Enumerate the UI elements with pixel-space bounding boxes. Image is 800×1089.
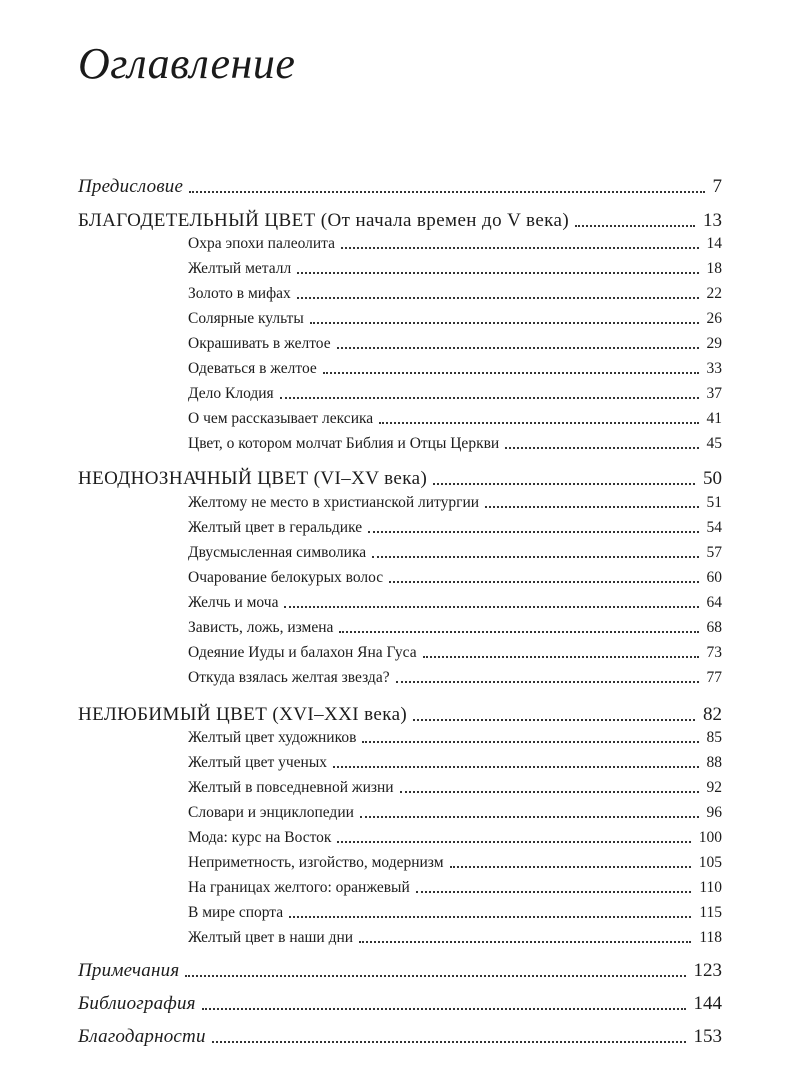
dot-leader	[575, 225, 695, 227]
toc-entry-label: Предисловие	[78, 176, 184, 197]
toc-page-number: 29	[706, 335, 722, 352]
toc-entry-label: Дело Клодия	[188, 385, 274, 402]
toc-subsection-entry	[188, 644, 722, 662]
toc-entry-label: Двусмысленная символика	[188, 544, 367, 561]
toc-subsection-entry	[188, 410, 722, 428]
toc-page-number: 60	[706, 569, 722, 586]
toc-page-number: 7	[712, 176, 722, 197]
toc-entry-label: В мире спорта	[188, 904, 284, 921]
toc-page-number: 22	[706, 285, 722, 302]
toc-subsection-entry	[188, 569, 722, 587]
dot-leader	[284, 606, 698, 608]
toc-page-number: 41	[706, 410, 722, 427]
toc-subsection-entry	[188, 385, 722, 403]
dot-leader	[389, 581, 698, 583]
toc-subsection-entry	[188, 879, 722, 897]
dot-leader	[339, 631, 698, 633]
toc-page-number: 115	[699, 904, 722, 921]
toc-entry-label: Желчь и моча	[188, 594, 279, 611]
toc-entry-label: Желтый цвет художников	[188, 729, 357, 746]
toc-page-number: 33	[706, 360, 722, 377]
toc-entry-label: На границах желтого: оранжевый	[188, 879, 410, 896]
toc-subsection-entry	[188, 310, 722, 328]
dot-leader	[396, 681, 699, 683]
dot-leader	[212, 1041, 686, 1043]
toc-subsection-entry	[188, 260, 722, 278]
toc-entry-label: Библиография	[78, 993, 196, 1014]
toc-entry-label: О чем рассказывает лексика	[188, 410, 374, 427]
dot-leader	[379, 422, 698, 424]
toc-page-number: 37	[706, 385, 722, 402]
dot-leader	[372, 556, 698, 558]
toc-page-number: 45	[706, 435, 722, 452]
toc-section-entry	[78, 704, 722, 726]
toc-subsection-entry	[188, 435, 722, 453]
toc-entry-label: Желтый цвет ученых	[188, 754, 328, 771]
toc-page-number: 118	[699, 929, 722, 946]
toc-entry-label: Откуда взялась желтая звезда?	[188, 669, 390, 686]
toc-page-number: 110	[699, 879, 722, 896]
toc-page-number: 105	[698, 854, 722, 871]
dot-leader	[362, 741, 698, 743]
toc-entry-label: НЕЛЮБИМЫЙ ЦВЕТ (XVI–XXI века)	[78, 704, 408, 725]
toc-entry-label: Очарование белокурых волос	[188, 569, 384, 586]
toc-section-entry	[78, 210, 722, 232]
toc-page-number: 68	[706, 619, 722, 636]
toc-section-entry	[78, 993, 722, 1015]
dot-leader	[202, 1008, 686, 1010]
toc-subsection-entry	[188, 829, 722, 847]
toc-entry-label: Золото в мифах	[188, 285, 291, 302]
dot-leader	[485, 506, 698, 508]
toc-section-entry	[78, 468, 722, 490]
toc-subsection-entry	[188, 519, 722, 537]
toc-entry-label: Зависть, ложь, измена	[188, 619, 334, 636]
toc-page-number: 54	[706, 519, 722, 536]
dot-leader	[359, 941, 691, 943]
toc-page-number: 144	[693, 993, 722, 1014]
dot-leader	[423, 656, 699, 658]
toc-subsection-entry	[188, 929, 722, 947]
toc-entry-label: Одеваться в желтое	[188, 360, 317, 377]
dot-leader	[416, 891, 692, 893]
dot-leader	[323, 372, 699, 374]
toc-subsection-entry	[188, 854, 722, 872]
dot-leader	[189, 191, 704, 193]
toc-entry-label: Желтый металл	[188, 260, 292, 277]
toc-subsection-entry	[188, 594, 722, 612]
toc-page-number: 73	[706, 644, 722, 661]
dot-leader	[368, 531, 698, 533]
dot-leader	[289, 916, 691, 918]
toc-entry-label: Желтый цвет в геральдике	[188, 519, 363, 536]
toc-entry-label: Словари и энциклопедии	[188, 804, 354, 821]
toc-page-number: 14	[706, 235, 722, 252]
dot-leader	[333, 766, 698, 768]
toc-page-number: 26	[706, 310, 722, 327]
dot-leader	[360, 816, 699, 818]
toc-subsection-entry	[188, 754, 722, 772]
toc-page-number: 100	[698, 829, 722, 846]
toc-subsection-entry	[188, 669, 722, 687]
toc-page-number: 64	[706, 594, 722, 611]
dot-leader	[310, 322, 699, 324]
toc-page-number: 18	[706, 260, 722, 277]
toc-entry-label: Желтый цвет в наши дни	[188, 929, 354, 946]
dot-leader	[297, 297, 699, 299]
toc-subsection-entry	[188, 335, 722, 353]
toc-page-number: 13	[703, 210, 722, 231]
toc-section-entry	[78, 1026, 722, 1048]
toc-entry-label: Одеяние Иуды и балахон Яна Гуса	[188, 644, 417, 661]
toc-subsection-entry	[188, 285, 722, 303]
toc-subsection-entry	[188, 544, 722, 562]
toc-section-entry	[78, 960, 722, 982]
dot-leader	[337, 841, 690, 843]
toc-page-number: 82	[703, 704, 722, 725]
dot-leader	[413, 719, 695, 721]
toc-page-number: 85	[706, 729, 722, 746]
dot-leader	[337, 347, 699, 349]
toc-page-number: 96	[706, 804, 722, 821]
toc-section-entry	[78, 176, 722, 198]
toc-subsection-entry	[188, 779, 722, 797]
toc-entry-label: Цвет, о котором молчат Библия и Отцы Церкви	[188, 435, 500, 452]
toc-entry-label: Охра эпохи палеолита	[188, 235, 336, 252]
toc-page-number: 51	[706, 494, 722, 511]
toc-entry-label: БЛАГОДЕТЕЛЬНЫЙ ЦВЕТ (От начала времен до V века)	[78, 210, 570, 231]
toc-entry-label: Благодарности	[78, 1026, 206, 1047]
toc-entry-label: Окрашивать в желтое	[188, 335, 331, 352]
toc-subsection-entry	[188, 804, 722, 822]
toc-subsection-entry	[188, 235, 722, 253]
toc-page-number: 50	[703, 468, 722, 489]
toc-page-number: 153	[693, 1026, 722, 1047]
toc-page-number: 123	[693, 960, 722, 981]
page-title: Оглавление	[78, 39, 296, 88]
dot-leader	[400, 791, 699, 793]
dot-leader	[341, 247, 698, 249]
toc-page-number: 92	[706, 779, 722, 796]
toc-entry-label: Солярные культы	[188, 310, 304, 327]
toc-subsection-entry	[188, 729, 722, 747]
toc-entry-label: Примечания	[78, 960, 180, 981]
dot-leader	[505, 447, 698, 449]
toc-subsection-entry	[188, 904, 722, 922]
toc-entry-label: Желтому не место в христианской литургии	[188, 494, 480, 511]
toc-subsection-entry	[188, 619, 722, 637]
toc-entry-label: НЕОДНОЗНАЧНЫЙ ЦВЕТ (VI–XV века)	[78, 468, 428, 489]
toc-subsection-entry	[188, 494, 722, 512]
dot-leader	[297, 272, 698, 274]
toc-page-number: 57	[706, 544, 722, 561]
dot-leader	[185, 975, 685, 977]
toc-entry-label: Мода: курс на Восток	[188, 829, 332, 846]
toc-entry-label: Желтый в повседневной жизни	[188, 779, 394, 796]
dot-leader	[450, 866, 691, 868]
toc-page-number: 88	[706, 754, 722, 771]
toc-subsection-entry	[188, 360, 722, 378]
dot-leader	[433, 483, 695, 485]
toc-page-number: 77	[706, 669, 722, 686]
toc-entry-label: Неприметность, изгойство, модернизм	[188, 854, 444, 871]
dot-leader	[280, 397, 699, 399]
